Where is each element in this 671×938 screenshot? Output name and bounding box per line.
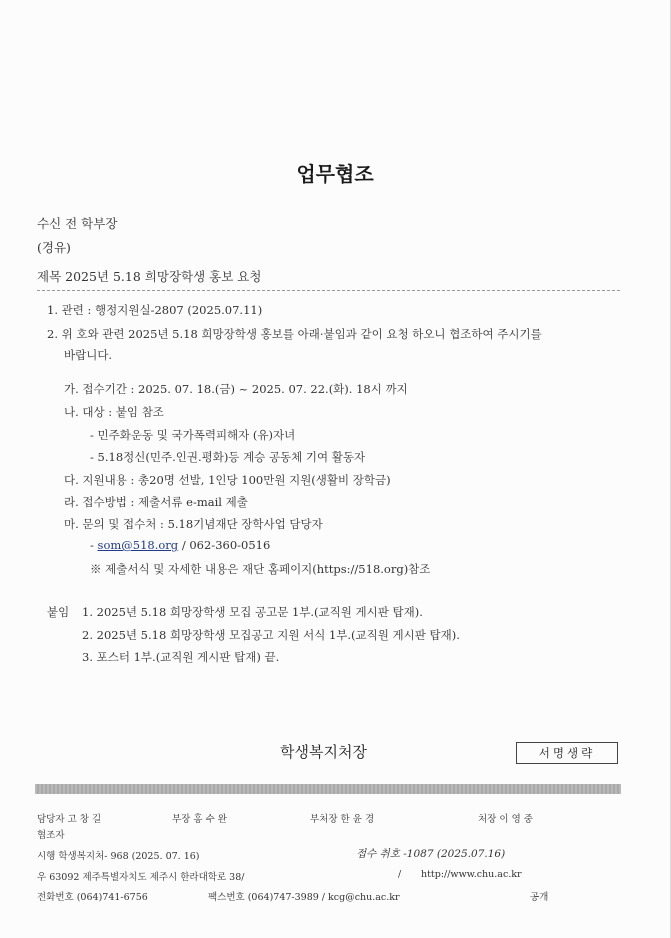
attachment-item: 2. 2025년 5.18 희망장학생 모집공고 지원 서식 1부.(교직원 게시판 탑재). <box>82 628 460 642</box>
contact-phone: / 062-360-0516 <box>181 538 271 552</box>
footer-deputy: 부처장 한 윤 경 <box>310 814 375 825</box>
body-item-1: 1. 관련 : 행정지원실-2807 (2025.07.11) <box>47 303 263 317</box>
footer-director: 처장 이 영 중 <box>478 814 533 825</box>
body-na-sub2: - 5.18정신(민주.인권.평화)등 계승 공동체 기여 활동자 <box>90 450 366 464</box>
contact-line <box>90 538 270 552</box>
footer-disclosure: 공개 <box>530 892 549 903</box>
signature-omitted-box: 서명생략 <box>516 742 618 764</box>
body-ma-note: ※ 제출서식 및 자세한 내용은 재단 홈페이지(https://518.org)참조 <box>90 562 431 576</box>
subject-line: 제목 2025년 5.18 희망장학생 홍보 요청 <box>37 269 262 284</box>
footer-officer: 담당자 고 창 길 <box>37 814 102 825</box>
body-item-2-line2: 바랍니다. <box>64 348 113 362</box>
attachment-item: 1. 2025년 5.18 희망장학생 모집 공고문 1부.(교직원 게시판 탑재). <box>82 605 423 619</box>
footer-receipt: 접수 취호 -1087 (2025.07.16) <box>356 848 506 860</box>
body-na: 나. 대상 : 붙임 참조 <box>64 405 164 419</box>
footer-website[interactable]: http://www.chu.ac.kr <box>421 869 522 880</box>
footer-manager: 부장 홍 수 완 <box>172 814 227 825</box>
attachments-label: 붙임 <box>47 605 70 619</box>
body-ra: 라. 접수방법 : 제출서류 e-mail 제출 <box>64 495 248 509</box>
contact-dash: - <box>90 538 94 552</box>
body-item-2-line1: 2. 위 호와 관련 2025년 5.18 희망장학생 홍보를 아래·붙임과 같이 요청 하오니 협조하여 주시기를 <box>47 327 542 341</box>
footer-cooperator: 협조자 <box>37 830 65 841</box>
footer-address: 우 63092 제주특별자치도 제주시 한라대학로 38/ <box>37 872 245 883</box>
recipient-line: 수신 전 학부장 <box>37 216 118 231</box>
issuer-name: 학생복지처장 <box>280 743 367 761</box>
footer-fax: 팩스번호 (064)747-3989 / kcg@chu.ac.kr <box>208 892 400 903</box>
document-title: 업무협조 <box>296 162 374 186</box>
body-ma: 마. 문의 및 접수처 : 5.18기념재단 장학사업 담당자 <box>64 517 323 531</box>
attachment-item: 3. 포스터 1부.(교직원 게시판 탑재) 끝. <box>82 650 280 664</box>
via-line: (경유) <box>37 240 71 255</box>
body-da: 다. 지원내용 : 총20명 선발, 1인당 100만원 지원(생활비 장학금) <box>64 473 391 487</box>
email-link[interactable]: som@518.org <box>97 538 179 552</box>
body-ga: 가. 접수기간 : 2025. 07. 18.(금) ~ 2025. 07. 22.(화). 18시 까지 <box>64 382 408 396</box>
footer-phone: 전화번호 (064)741-6756 <box>37 892 148 903</box>
footer-enforcement: 시행 학생복지처- 968 (2025. 07. 16) <box>37 851 200 862</box>
body-na-sub1: - 민주화운동 및 국가폭력피해자 (유)자녀 <box>90 428 296 442</box>
footer-band <box>35 784 621 794</box>
divider <box>37 290 620 291</box>
footer-slash: / <box>398 869 402 880</box>
